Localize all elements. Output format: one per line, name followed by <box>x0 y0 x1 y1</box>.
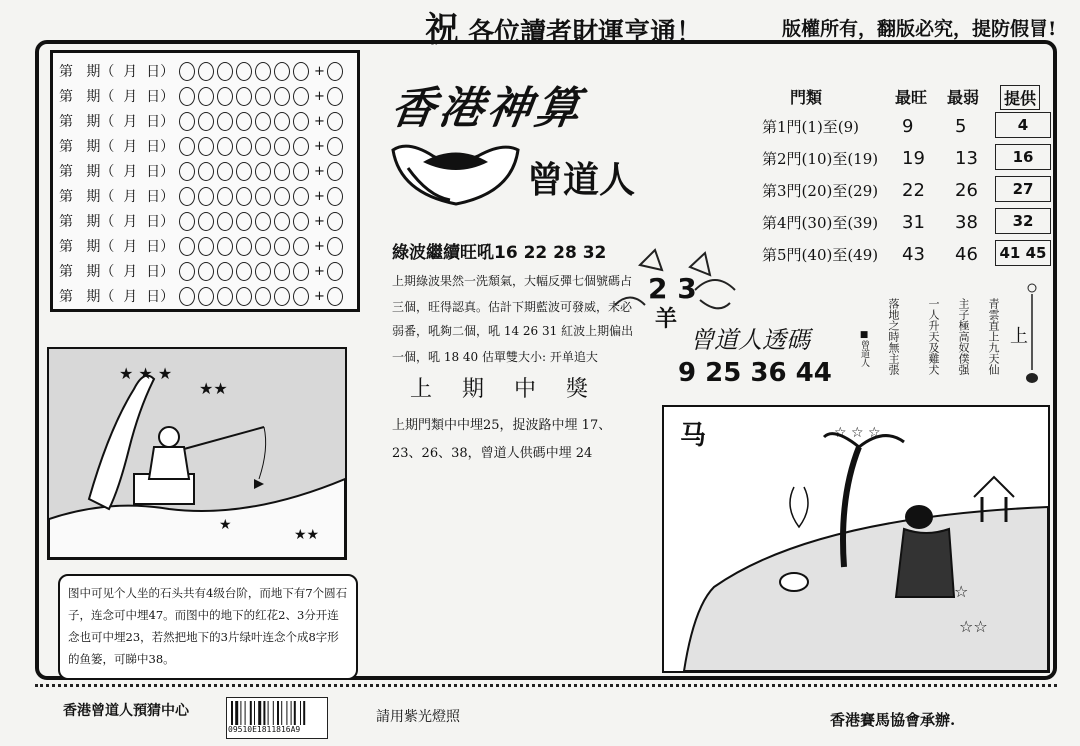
forecast-paragraph-line: 三個，旺得認真。估計下期藍波可發威，未必 <box>392 300 633 314</box>
number-circle <box>255 212 271 231</box>
number-circle <box>198 187 214 206</box>
number-circle <box>179 137 195 156</box>
special-number-circle <box>327 287 343 306</box>
number-circle <box>236 112 252 131</box>
number-circle <box>179 87 195 106</box>
special-number-circle <box>327 62 343 81</box>
special-number-circle <box>327 87 343 106</box>
number-circle <box>179 287 195 306</box>
barcode-bar <box>231 701 233 725</box>
number-circle <box>293 87 309 106</box>
number-circle <box>198 137 214 156</box>
forecast-paragraph-line: 弱番，吼夠二個，吼 14 26 31 紅波上期偏出 <box>392 324 634 338</box>
barcode-bar <box>303 701 305 725</box>
tou-ma-numbers: 9 25 36 44 <box>678 358 832 388</box>
number-circle <box>274 212 290 231</box>
barcode-bar <box>294 701 296 725</box>
table-header-offer: 提供 <box>1000 85 1040 110</box>
barcode-bar <box>268 701 269 725</box>
plus-sign: + <box>314 163 325 179</box>
tou-ma-title: 曾道人透碼 <box>690 326 810 354</box>
number-circle <box>236 237 252 256</box>
horse-char: 马 <box>680 421 707 451</box>
subtitle: 曾道人 <box>527 159 636 201</box>
svg-text:★: ★ <box>219 517 232 533</box>
shang-char: 上 <box>1010 326 1028 347</box>
door-offer: 4 <box>995 112 1051 138</box>
sage-illustration <box>664 407 1048 671</box>
issue-row <box>59 234 346 258</box>
number-circle <box>236 212 252 231</box>
special-number-circle <box>327 262 343 281</box>
plus-sign: + <box>314 238 325 254</box>
door-range: 第2門(10)至(19) <box>762 150 879 168</box>
door-offer: 16 <box>995 144 1051 170</box>
poem-marker: ■曾道人 <box>859 330 869 367</box>
number-circle <box>198 212 214 231</box>
number-circle <box>274 137 290 156</box>
number-circle <box>217 212 233 231</box>
door-offer: 27 <box>995 176 1051 202</box>
issue-row-label: 第 期（ 月 日） <box>59 139 175 155</box>
number-circle <box>255 162 271 181</box>
number-circle <box>217 137 233 156</box>
door-max: 9 <box>902 116 914 137</box>
number-circle <box>274 287 290 306</box>
zodiac-sign: 羊 <box>655 306 678 332</box>
number-circle <box>179 187 195 206</box>
number-circle <box>293 112 309 131</box>
issue-row-label: 第 期（ 月 日） <box>59 264 175 280</box>
plus-sign: + <box>314 88 325 104</box>
footer-hk-jockey: 香港賽馬協會承辦. <box>830 711 956 729</box>
number-circle <box>274 87 290 106</box>
barcode-bar <box>258 701 261 725</box>
number-circle <box>179 162 195 181</box>
gold-ingot-icon <box>388 138 523 208</box>
barcode-bar <box>300 701 301 725</box>
issue-row-label: 第 期（ 月 日） <box>59 114 175 130</box>
number-circle <box>198 262 214 281</box>
issue-row <box>59 209 346 233</box>
issue-row <box>59 134 346 158</box>
barcode-bar <box>240 701 241 725</box>
door-range: 第4門(30)至(39) <box>762 214 879 232</box>
barcode-bar <box>281 701 282 725</box>
door-min: 26 <box>955 180 978 201</box>
number-circle <box>179 112 195 131</box>
plus-sign: + <box>314 188 325 204</box>
side-line-icon <box>1022 280 1042 390</box>
issue-record-box <box>50 50 360 312</box>
issue-row-label: 第 期（ 月 日） <box>59 64 175 80</box>
issue-row <box>59 284 346 308</box>
copyright-notice: 版權所有，翻版必究，提防假冒! <box>782 18 1057 40</box>
barcode-bar <box>273 701 274 725</box>
plus-sign: + <box>314 288 325 304</box>
issue-row-label: 第 期（ 月 日） <box>59 164 175 180</box>
plus-sign: + <box>314 138 325 154</box>
number-circle <box>217 237 233 256</box>
barcode-bar <box>250 701 252 725</box>
number-circle <box>293 137 309 156</box>
number-circle <box>217 112 233 131</box>
svg-text:☆ ☆ ☆: ☆ ☆ ☆ <box>834 425 881 441</box>
greeting-char: 祝 <box>425 10 459 50</box>
number-circle <box>255 287 271 306</box>
issue-row <box>59 109 346 133</box>
number-circle <box>198 287 214 306</box>
number-circle <box>293 162 309 181</box>
number-circle <box>293 237 309 256</box>
door-range: 第1門(1)至(9) <box>762 118 860 136</box>
number-circle <box>274 187 290 206</box>
svg-text:☆: ☆ <box>954 582 969 601</box>
fisherman-picture <box>47 347 347 560</box>
plus-sign: + <box>314 63 325 79</box>
door-offer: 32 <box>995 208 1051 234</box>
issue-row <box>59 184 346 208</box>
door-max: 31 <box>902 212 925 233</box>
door-min: 13 <box>955 148 978 169</box>
door-range: 第5門(40)至(49) <box>762 246 879 264</box>
number-circle <box>255 87 271 106</box>
last-period-title: 上期中獎 <box>410 377 619 402</box>
svg-text:★★: ★★ <box>199 379 228 398</box>
special-number-circle <box>327 187 343 206</box>
number-circle <box>255 112 271 131</box>
number-circle <box>255 137 271 156</box>
number-circle <box>179 62 195 81</box>
main-title: 香港神算 <box>387 83 587 134</box>
issue-row-label: 第 期（ 月 日） <box>59 189 175 205</box>
barcode-bar <box>235 701 238 725</box>
barcode-bar <box>277 701 279 725</box>
plus-sign: + <box>314 263 325 279</box>
number-circle <box>217 162 233 181</box>
number-circle <box>179 212 195 231</box>
green-wave-line: 綠波繼續旺吼16 22 28 32 <box>392 243 607 263</box>
issue-row-label: 第 期（ 月 日） <box>59 289 175 305</box>
special-number-circle <box>327 212 343 231</box>
decorative-ribbon-icon <box>600 245 740 325</box>
number-circle <box>274 162 290 181</box>
picture-caption: 图中可见个人坐的石头共有4级台阶，而地下有7个圆石子，连念可中埋47。而图中的地下的红花2、3分开连念也可中埋23，若然把地下的3片绿叶连念个成8字形的鱼篓，可睇中38。 <box>58 574 358 680</box>
svg-text:☆☆: ☆☆ <box>959 617 988 636</box>
poem-column: 落地之時無主張 <box>887 298 900 375</box>
barcode-bar <box>286 701 287 725</box>
barcode-bar <box>254 701 255 725</box>
number-circle <box>179 262 195 281</box>
number-circle <box>198 162 214 181</box>
number-circle <box>293 62 309 81</box>
door-max: 19 <box>902 148 925 169</box>
table-header-max: 最旺 <box>895 88 928 107</box>
number-circle <box>255 262 271 281</box>
number-circle <box>217 287 233 306</box>
number-circle <box>217 62 233 81</box>
number-circle <box>198 112 214 131</box>
barcode-bar <box>291 701 292 725</box>
fisherman-illustration <box>49 349 345 558</box>
poem-column: 主子極高奴僕强 <box>957 298 970 375</box>
number-circle <box>293 212 309 231</box>
number-circle <box>274 262 290 281</box>
last-period-text: 上期門類中中埋25，捉波路中埋 17、23、26、38，曾道人供碼中埋 24 <box>392 418 612 461</box>
svg-text:★★: ★★ <box>294 527 320 543</box>
bottom-divider <box>35 684 1057 687</box>
number-circle <box>236 162 252 181</box>
number-circle <box>236 62 252 81</box>
number-circle <box>217 87 233 106</box>
number-circle <box>236 137 252 156</box>
door-min: 46 <box>955 244 978 265</box>
uv-light-note: 請用紫光燈照 <box>376 709 460 725</box>
number-circle <box>255 62 271 81</box>
number-circle <box>293 262 309 281</box>
special-number-circle <box>327 237 343 256</box>
door-min: 5 <box>955 116 967 137</box>
plus-sign: + <box>314 213 325 229</box>
number-circle <box>217 187 233 206</box>
number-circle <box>198 62 214 81</box>
door-max: 43 <box>902 244 925 265</box>
number-circle <box>217 262 233 281</box>
issue-row-label: 第 期（ 月 日） <box>59 239 175 255</box>
number-circle <box>255 237 271 256</box>
table-header-min: 最弱 <box>947 88 980 107</box>
poem-column: 一人升天及雞犬 <box>927 298 940 375</box>
number-circle <box>274 112 290 131</box>
number-circle <box>198 237 214 256</box>
door-range: 第3門(20)至(29) <box>762 182 879 200</box>
plus-sign: + <box>314 113 325 129</box>
number-circle <box>274 62 290 81</box>
issue-row <box>59 259 346 283</box>
forecast-paragraph-line: 上期綠波果然一洗頹氣，大幅反彈七個號碼占 <box>392 274 633 288</box>
barcode-bar <box>245 701 246 725</box>
issue-row <box>59 84 346 108</box>
issue-row-label: 第 期（ 月 日） <box>59 89 175 105</box>
footer-center-name: 香港曾道人預猜中心 <box>63 703 189 719</box>
door-min: 38 <box>955 212 978 233</box>
table-header-door: 門類 <box>790 88 823 107</box>
sage-picture <box>662 405 1050 673</box>
number-circle <box>198 87 214 106</box>
greeting-text: 各位讀者財運亨通！ <box>468 18 703 48</box>
forecast-paragraph-line: 一個，吼 18 40 估單雙大小: 开单追大 <box>392 350 598 364</box>
number-circle <box>255 187 271 206</box>
door-offer: 41 45 <box>995 240 1051 266</box>
number-circle <box>236 187 252 206</box>
door-max: 22 <box>902 180 925 201</box>
issue-row-label: 第 期（ 月 日） <box>59 214 175 230</box>
svg-text:★ ★ ★: ★ ★ ★ <box>119 364 173 383</box>
issue-row <box>59 159 346 183</box>
zodiac-digits: 2 3 <box>648 272 697 305</box>
number-circle <box>236 87 252 106</box>
barcode-number: 09510E1811816A9 <box>228 725 301 734</box>
poem-column: 青雲直上九天仙 <box>987 298 1000 375</box>
number-circle <box>236 287 252 306</box>
number-circle <box>293 287 309 306</box>
special-number-circle <box>327 137 343 156</box>
special-number-circle <box>327 162 343 181</box>
number-circle <box>274 237 290 256</box>
barcode-bar <box>263 701 265 725</box>
number-circle <box>236 262 252 281</box>
issue-row <box>59 59 346 83</box>
number-circle <box>179 237 195 256</box>
special-number-circle <box>327 112 343 131</box>
number-circle <box>293 187 309 206</box>
